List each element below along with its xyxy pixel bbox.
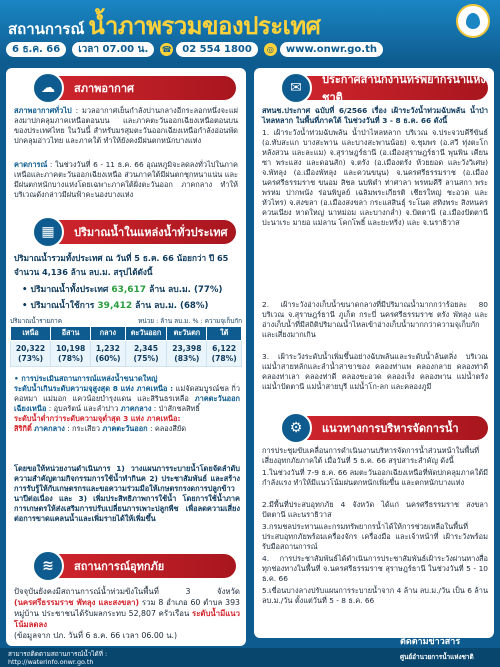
reservoir-heading-text: ปริมาณน้ำในแหล่งน้ำทั่วประเทศ [74, 226, 228, 239]
regional-water-table [10, 326, 242, 367]
footer-contact: ศูนย์อำนวยการน้ำแห่งชาติ [400, 653, 474, 661]
phone-number: 02 554 1800 [176, 42, 258, 57]
total-water-row: • ปริมาณน้ำทั้งประเทศ 63,617 ล้าน ลบ.ม. (77%) [22, 285, 223, 295]
reservoir-monitor: • การประเมินสถานการณ์แหล่งน้ำขนาดใหญ่ ระดับน้ำเกินระดับความจุสูงสุด 8 แห่ง ภาคเหนือ : แม่จัดสมบูรณ์ชล กิ่วคอหมา แม่มอก แควน้อยบำรุงแดน และสิรินธรเหลือ ภาคตะวันออกเฉียงเหนือ : อุบลรัตน์ และลำปาว ภาคกลาง : ป่าสักชลสิทธิ์ ระดับน้ำต่ำกว่าระดับความจุต่ำสุด 3 แห่ง ภาคเหนือ: สิริกิติ์ ภาคกลาง : กระเสียว ภาคตะวันออก : คลองสียัด [14, 374, 241, 433]
cell-percent: (83%) [174, 353, 200, 363]
table-cell [51, 341, 91, 367]
weather-icon: ☁ [32, 72, 64, 104]
flood-text-e: (ข้อมูลจาก ปภ. วันที่ 6 ธ.ค. 66 เวลา 06.00 น.) [14, 631, 178, 640]
monitor-low-east-label: ภาคตะวันออก [102, 424, 148, 433]
time-badge: เวลา 07.00 น. [72, 42, 154, 57]
table-caption-right: หน่วย : ล้าน ลบ.ม. % : ความจุเก็บกัก [138, 317, 242, 325]
management-item3: 3.กรมชลประทานและกรมทรัพยากรน้ำได้ให้การช่วยเหลือในพื้นที่ประสบอุทกภัยพร้อมเครื่องจักร เครื่องมือ และเจ้าหน้าที่ เฝ้าระวังพร้อมรับมือสถานการณ์ [262, 522, 488, 551]
info-bar [6, 41, 383, 57]
announcement-heading [284, 73, 488, 104]
monitor-sub: ระดับน้ำเกินระดับความจุสูงสุด 8 แห่ง ภาคเหนือ : [14, 384, 174, 393]
monitor-east: : อุบลรัตน์ และลำปาว [46, 404, 119, 413]
table-cell [125, 341, 167, 367]
cell-value: 1,232 [95, 343, 120, 353]
monitor-central-label: ภาคกลาง [120, 404, 152, 413]
website-url: www.onwr.go.th [280, 42, 383, 57]
monitor-low-central-label: ภาคกลาง [34, 424, 65, 433]
monitor-low-title: ระดับน้ำต่ำกว่าระดับความจุต่ำสุด 3 แห่ง ภาคเหนือ: [14, 414, 181, 423]
monitor-central: : ป่าสักชลสิทธิ์ [151, 404, 200, 413]
flood-text-d: ระดับน้ำมีแนวโน้มลดลง [14, 609, 240, 629]
reservoir-line2: จำนวน 4,136 ล้าน ลบ.ม. สรุปได้ดังนี้ [14, 267, 153, 277]
weather-general-text: : มวลอากาศเย็นกำลังปานกลางอีกระลอกหนึ่งจะแผ่ลงมาปกคลุมภาคเหนือตอนบน และภาคตะวันออกเฉียงเหนือตอนบนของประเทศไทย ในวันนี้ สำหรับมรสุมตะวันออกเฉียงเหนือกำลังอ่อนพัดปกคลุมอ่าวไทย และภาคใต้ ทำให้ยังคงมีฝนตกหนักบางแห่ง [14, 106, 238, 145]
reservoir-heading [36, 220, 236, 244]
weather-heading-text: สภาพอากาศ [74, 82, 134, 95]
gear-icon: ⚙ [280, 412, 312, 444]
title-main: น้ำภาพรวมของประเทศ [88, 12, 321, 40]
announcement-item3: 3. เฝ้าระวังระดับน้ำเพิ่มขึ้นอย่างฉับพลันและระดับน้ำล้นตลิ่ง บริเวณแม่น้ำสายหลักและลำน้ำสาขาของ คลองท่าแพ คลองกลาย คลองท่าดี คลองท่าเลา คลองท่าดี คลองชะอวด คลองเร็ง คลองพาน แม่น้ำตรัง แม่น้ำปัตตานี แม่น้ำสายบุรี แม่น้ำโก-ลก และคลองภูมี [262, 352, 488, 391]
announcement-item2: 2. เฝ้าระวังอ่างเก็บน้ำขนาดกลางที่มีปริมาณน้ำมากกว่าร้อยละ 80 บริเวณ จ.สุราษฎร์ธานี ภูเก็ต กระบี่ นครศรีธรรมราช ตรัง พัทลุง และอ่างเก็บน้ำที่มีสถิติปริมาณน้ำไหลเข้าอ่างเก็บน้ำมากกว่าความจุเก็บกักและเสี่ยงมากเกิน [262, 300, 488, 339]
flood-icon: ≋ [32, 550, 64, 582]
header-cell: อีสาน [51, 327, 91, 341]
table-cell [167, 341, 207, 367]
footer [0, 648, 500, 667]
cell-percent: (60%) [95, 353, 121, 363]
reservoir-icon: ▦ [32, 216, 64, 248]
table-header-row [11, 327, 242, 341]
cell-percent: (75%) [133, 353, 159, 363]
table-cell [91, 341, 126, 367]
footer-url: http://waterinfo.onwr.go.th [8, 658, 94, 666]
weather-forecast-text: : ในช่วงวันที่ 6 - 11 ธ.ค. 66 อุณหภูมิจะลดลงทั่วไปในภาคเหนือและภาคตะวันออกเฉียงเหนือ ส่วนภาคใต้มีฝนตกชุกหนาแน่น และมีฝนตกหนักบางแห่งโดยเฉพาะภาคใต้ฝั่งตะวันออก ภาคกลาง ทำให้บริเวณดังกล่าวมีฝนฟ้าคะนองบางแห่ง [14, 160, 238, 199]
reservoir-line1: ปริมาณน้ำรวมทั้งประเทศ ณ วันที่ 5 ธ.ค. 66 น้อยกว่า ปี 65 [14, 253, 229, 263]
monitor-north: แม่จัดสมบูรณ์ชล กิ่วคอหมา แม่มอก แควน้อยบำรุงแดน และสิรินธรเหลือ [14, 384, 241, 403]
cell-percent: (73%) [17, 353, 44, 363]
page-title [8, 6, 368, 38]
announcement-item1: 1. เฝ้าระวังน้ำท่วมฉับพลัน น้ำป่าไหลหลาก บริเวณ จ.ประจวบคีรีขันธ์ (อ.ทับสะแก บางสะพาน และบางสะพานน้อย) จ.ชุมพร (อ.สวี ทุ่งตะโก หลังสวน และละแม) จ.สุราษฎร์ธานี (อ.เมืองสุราษฎร์ธานี พุนพิน เคียนซา พระแสง และดอนสัก) จ.ตรัง (อ.เมืองตรัง ห้วยยอด และวังวิเศษ) จ.พัทลุง (อ.เมืองพัทลุง และควนขนุน) จ.นครศรีธรรมราช (อ.เมืองนครศรีธรรมราช ขนอม สิชล นบพิตำ ท่าศาลา พรหมคีรี ลานสกา พระพรหม ปากพนัง ร่อนพิบูลย์ เฉลิมพระเกียรติ เชียรใหญ่ ชะอวด และหัวไทร) จ.สงขลา (อ.เมืองสงขลา กระแสสินธุ์ ระโนด สทิงพระ สิงหนคร ควนเนียง หาดใหญ่ นาหม่อม และบางกล่ำ) จ.ปัตตานี (อ.เมืองปัตตานี ปะนาเระ มายอ แม่ลาน โคกโพธิ์ และยะหริ่ง) และ จ.นราธิวาส [262, 128, 488, 227]
total-unit: ล้าน ลบ.ม. (77%) [149, 285, 223, 295]
header-cell: กลาง [91, 327, 126, 341]
cell-value: 10,198 [55, 343, 86, 353]
header-cell: ตะวันออก [125, 327, 167, 341]
header-banner [0, 0, 500, 62]
website-link[interactable] [264, 42, 383, 57]
cell-percent: (78%) [58, 353, 84, 363]
table-caption-left: ปริมาณน้ำรายภาค [10, 317, 63, 325]
management-intro: การประชุมขับเคลื่อนการดำเนินงานบริหารจัดการน้ำส่วนหน้าในพื้นที่เสี่ยงอุทกภัยภาคใต้ เมื่อวันที่ 5 ธ.ค. 66 สรุปสาระสำคัญ ดังนี้ [262, 446, 480, 465]
flood-text-a: ปัจจุบันยังคงมีสถานการณ์น้ำท่วมขังในพื้นที่ 3 จังหวัด [14, 587, 240, 596]
flood-text-c: รวม 8 อำเภอ 60 ตำบล 393 หมู่บ้าน ประชาชนได้รับผลกระทบ 52,807 ครัวเรือน [14, 598, 241, 618]
announcement-heading-text: ประกาศสำนักงานทรัพยากรน้ำแห่งชาติ [322, 73, 486, 104]
total-value: 63,617 [111, 285, 147, 295]
usable-unit: ล้าน ลบ.ม. (68%) [135, 301, 209, 311]
weather-forecast-label: คาดการณ์ [14, 160, 48, 169]
management-item2: 2.มีพื้นที่ประสบอุทกภัย 4 จังหวัด ได้แก่ นครศรีธรรมราช สงขลา ปัตตานี และนราธิวาส [262, 500, 488, 519]
flood-heading-text: สถานการณ์อุทกภัย [74, 560, 165, 573]
usable-water-row: • ปริมาณน้ำใช้การ 39,412 ล้าน ลบ.ม. (68%) [22, 301, 209, 311]
phone-icon: ☎ [161, 44, 172, 54]
monitor-east-label: ภาคตะวันออกเฉียงเหนือ [14, 394, 240, 413]
cell-value: 6,122 [212, 343, 237, 353]
title-prefix: สถานการณ์ [8, 20, 85, 38]
management-heading-text: แนวทางการบริหารจัดการน้ำ [322, 422, 459, 435]
weather-general [14, 106, 238, 146]
flood-text [14, 586, 240, 641]
management-item4: 4. การประชาสัมพันธ์ได้ดำเนินการประชาสัมพันธ์เฝ้าระวังผ่านทางสื่อทุกช่องทางในพื้นที่ จ.นครศรีธรรมราช สุราษฎร์ธานี ในช่วงวันที่ 5 - 10 ธ.ค. 66 [262, 554, 488, 583]
monitor-low-central: : กระเสียว [64, 424, 100, 433]
onwr-logo-icon [456, 4, 490, 38]
total-label: ปริมาณน้ำทั้งประเทศ [30, 285, 109, 295]
monitor-low-east: : คลองสียัด [147, 424, 186, 433]
date-badge: 6 ธ.ค. 66 [6, 42, 66, 57]
usable-label: ปริมาณน้ำใช้การ [30, 301, 95, 311]
phone-contact[interactable] [160, 42, 258, 57]
management-item5: 5.เขื่อนบางลางปรับแผนการระบายน้ำจาก 4 ล้าน ลบ.ม./วัน เป็น 6 ล้าน ลบ.ม./วัน ตั้งแต่วันที่ 5 - 8 ธ.ค. 66 [262, 586, 488, 605]
globe-icon: ◎ [264, 43, 277, 56]
flood-heading [36, 554, 236, 578]
weather-general-label: สภาพอากาศทั่วไป [14, 106, 72, 115]
table-caption [10, 316, 242, 326]
management-item1: 1.ในช่วงวันที่ 7-9 ธ.ค. 66 ลมตะวันออกเฉียงเหนือที่พัดปกคลุมภาคใต้มีกำลังแรง ทำให้มีแนวโน้มฝนตกหนักเพิ่มขึ้น และตกหนักบางแห่ง [262, 468, 488, 487]
header-cell: ตะวันตก [167, 327, 207, 341]
table-cell [11, 341, 51, 367]
reservoir-actions: โดยขอให้หน่วยงานดำเนินการ 1) วางแผนการระบายน้ำโดยจัดลำดับความสำคัญตามกิจกรรมการใช้น้ำทำกินค 2) ประชาสัมพันธ์ และสร้างการรับรู้ให้กับเกษตรกรและขอความร่วมมือให้เกษตรกรงดการปลูกข้าวนาปีต่อเนื่อง และ 3) เพิ่มประสิทธิภาพการใช้น้ำ โดยการใช้น้ำภาคการเกษตรให้ส่งเสริมการปรับเปลี่ยนการเพาะปลูกพืช เพื่อลดความเสี่ยงต่อการขาดแคลนน้ำและเพิ่มรายได้ให้เพิ่มขึ้น [14, 464, 240, 523]
cell-value: 23,398 [172, 343, 202, 353]
flood-text-b: (นครศรีธรรมราช พัทลุง และสงขลา) [14, 598, 140, 607]
announcement-lead: สทนช.ประกาศ ฉบับที่ 6/2566 เรื่อง เฝ้าระวังน้ำท่วมฉับพลัน น้ำป่าไหลหลาก ในพื้นที่ภาคใต้ ในช่วงวันที่ 3 - 8 ธ.ค. 66 ดังนี้ [262, 106, 488, 125]
management-heading [284, 416, 488, 440]
monitor-low-north: สิริกิติ์ [14, 424, 32, 433]
weather-forecast [14, 160, 238, 200]
footer-line1: สามารถติดตามสถานการณ์น้ำได้ที่ : [8, 650, 108, 658]
footer-website-info[interactable] [8, 650, 107, 666]
cell-percent: (78%) [211, 353, 237, 363]
weather-heading [36, 76, 236, 100]
header-cell: เหนือ [11, 327, 51, 341]
cell-value: 2,345 [133, 343, 159, 353]
cell-value: 20,322 [15, 343, 46, 353]
megaphone-icon: ✉ [280, 72, 312, 104]
monitor-title: การประเมินสถานการณ์แหล่งน้ำขนาดใหญ่ [21, 374, 158, 383]
right-column [254, 68, 494, 638]
left-column [6, 68, 246, 646]
table-row [11, 341, 242, 367]
header-cell: ใต้ [207, 327, 242, 341]
contact-title: ติดตามข่าวสาร [400, 637, 461, 647]
usable-value: 39,412 [97, 301, 133, 311]
table-cell [207, 341, 242, 367]
